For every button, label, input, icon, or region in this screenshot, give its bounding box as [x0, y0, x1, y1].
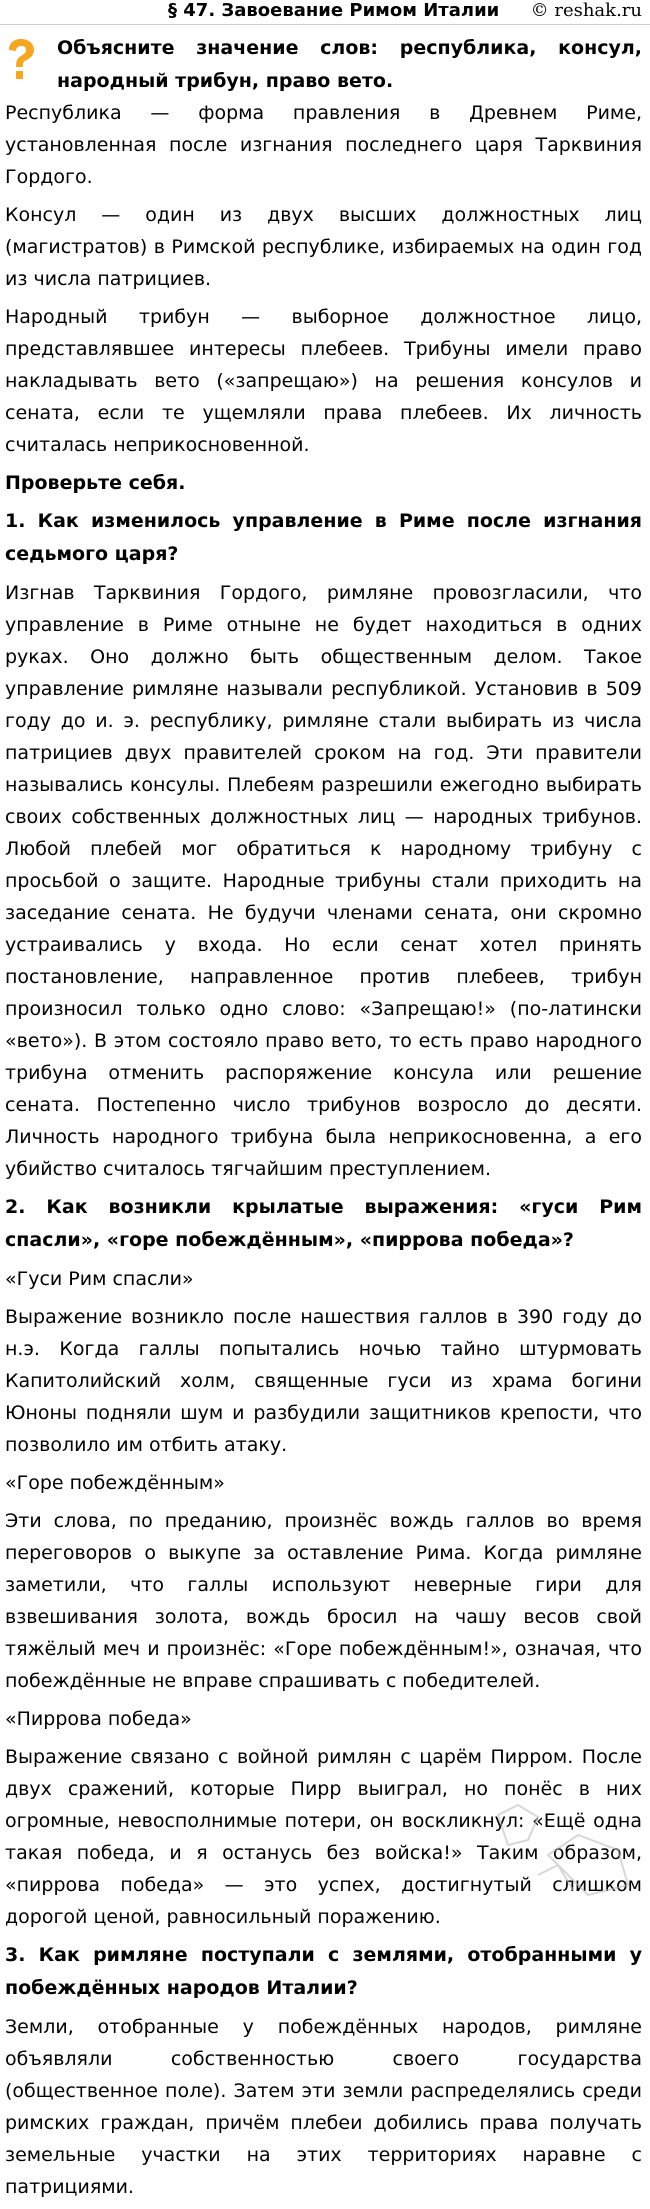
task-text: Объясните значение слов: республика, консул, народный трибун, право вето. — [57, 37, 642, 92]
phrase-title-geese: «Гуси Рим спасли» — [5, 1268, 194, 1290]
question-3: 3. Как римляне поступали с землями, отобранными у побеждённых народов Италии? — [5, 1944, 642, 1999]
answer-content — [5, 97, 642, 2209]
phrase-text-pyrrhic: Выражение связано с войной римлян с царём Пирром. После двух сражений, которые Пирр выиграл, но понёс в них огромные, невосполнимые потери, он воскликнул: «Ещё одна такая победа, и я останусь без войска!» Таким образом, «пиррова победа» — это успех, достигнутый слишком дорогой ценой, равносильный поражению. — [5, 1746, 642, 1928]
answer-3: Земли, отобранные у побеждённых народов, римляне объявляли собственностью своего государства (общественное поле). Затем эти земли распределялись среди римских граждан, причём плебеи добились права получать земельные участки на этих территориях наравне с патрициями. — [5, 2016, 642, 2198]
answer-1: Изгнав Тарквиния Гордого, римляне провозгласили, что управление в Риме отныне не будет находиться в одних руках. Оно должно быть общественным делом. Такое управление римляне называли республикой. Установив в 509 году до и. э. республику, римляне стали выбирать из числа патрициев двух правителей сроком на год. Эти правители назывались консулы. Плебеям разрешили ежегодно выбирать своих собственных должностных лиц — народных трибунов. Любой плебей мог обратиться к народному трибуну с просьбой о защите. Народные трибуны стали приходить на заседание сената. Не будучи членами сената, они скромно устраивались у входа. Но если сенат хотел принять постановление, направленное против плебеев, трибун произносил только одно слово: «Запрещаю!» (по-латински «вето»). В этом состояло право вето, то есть право народного трибуна отменить распоряжение консула или решение сената. Постепенно число трибунов возросло до десяти. Личность народного трибуна была неприкосновенна, а его убийство считалось тягчайшим преступлением. — [5, 582, 642, 1180]
site-credit[interactable]: © reshak.ru — [530, 0, 642, 21]
definition-republic: Республика — форма правления в Древнем Риме, установленная после изгнания последнего царя Тарквиния Гордого. — [5, 102, 642, 188]
check-heading: Проверьте себя. — [5, 472, 186, 494]
question-2: 2. Как возникли крылатые выражения: «гуси Рим спасли», «горе побеждённым», «пиррова победа»? — [5, 1196, 642, 1251]
phrase-title-woe: «Горе побеждённым» — [5, 1472, 225, 1494]
page-header — [0, 0, 650, 25]
definition-tribune: Народный трибун — выборное должностное лицо, представлявшее интересы плебеев. Трибуны имели право накладывать вето («запрещаю») на решения консулов и сената, если те ущемляли права плебеев. Их личность считалась неприкосновенной. — [5, 306, 642, 456]
question-1: 1. Как изменилось управление в Риме после изгнания седьмого царя? — [5, 510, 642, 565]
phrase-text-geese: Выражение возникло после нашествия галлов в 390 году до н.э. Когда галлы попытались ночью тайно штурмовать Капитолийский холм, священные гуси из храма богини Юноны подняли шум и разбудили защитников крепости, что позволило им отбить атаку. — [5, 1306, 642, 1456]
question-mark-icon — [4, 38, 38, 80]
section-title: § 47. Завоевание Римом Италии — [168, 0, 500, 21]
phrase-title-pyrrhic: «Пиррова победа» — [5, 1708, 192, 1730]
phrase-text-woe: Эти слова, по преданию, произнёс вождь галлов во время переговоров о выкупе за оставление Рима. Когда римляне заметили, что галлы используют неверные гири для взвешивания золота, вождь бросил на чашу весов свой тяжёлый меч и произнёс: «Горе побеждённым!», означая, что побеждённые не вправе спрашивать с победителей. — [5, 1510, 642, 1692]
definition-consul: Консул — один из двух высших должностных лиц (магистратов) в Римской республике, избираемых на один год из числа патрициев. — [5, 204, 642, 290]
